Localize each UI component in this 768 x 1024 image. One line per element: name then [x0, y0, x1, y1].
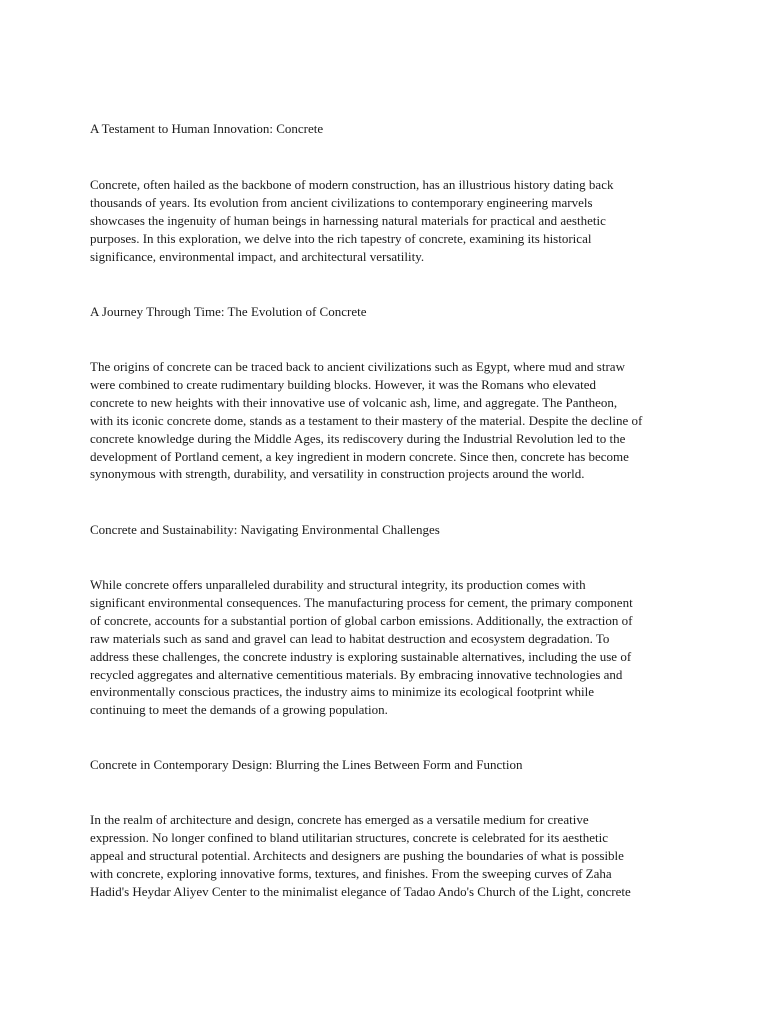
paragraph-line: expression. No longer confined to bland utilitarian structures, concrete is celebrated for its aesthetic [90, 829, 609, 845]
paragraph-line: showcases the ingenuity of human beings in harnessing natural materials for practical and aesthetic [90, 212, 606, 228]
paragraph-line: thousands of years. Its evolution from ancient civilizations to contemporary engineering marvels [90, 194, 593, 210]
paragraph-line: The origins of concrete can be traced back to ancient civilizations such as Egypt, where mud and straw [90, 359, 625, 374]
paragraph-line: development of Portland cement, a key ingredient in modern concrete. Since then, concrete has become [90, 448, 629, 464]
section-heading-sustainability: Concrete and Sustainability: Navigating Environmental Challenges [90, 522, 440, 537]
section-paragraph-evolution [90, 358, 690, 483]
paragraph-line: with concrete, exploring innovative forms, textures, and finishes. From the sweeping curves of Zaha [90, 865, 612, 881]
paragraph-line: concrete to new heights with their innovative use of volcanic ash, lime, and aggregate. The Pantheon, [90, 394, 618, 410]
paragraph-line: purposes. In this exploration, we delve into the rich tapestry of concrete, examining its historical [90, 230, 592, 246]
paragraph-line: In the realm of architecture and design, concrete has emerged as a versatile medium for creative [90, 812, 589, 827]
paragraph-line: appeal and structural potential. Architects and designers are pushing the boundaries of what is possible [90, 847, 624, 863]
paragraph-line: significant environmental consequences. The manufacturing process for cement, the primary component [90, 594, 633, 610]
paragraph-line: recycled aggregates and alternative cementitious materials. By embracing innovative technologies and [90, 666, 623, 682]
paragraph-line: significance, environmental impact, and architectural versatility. [90, 248, 425, 264]
section-heading-evolution: A Journey Through Time: The Evolution of Concrete [90, 304, 367, 319]
paragraph-line: with its iconic concrete dome, stands as a testament to their mastery of the material. Despite the decline of [90, 412, 643, 428]
paragraph-line: Concrete, often hailed as the backbone of modern construction, has an illustrious history dating back [90, 177, 614, 192]
paragraph-line: Hadid's Heydar Aliyev Center to the minimalist elegance of Tadao Ando's Church of the Light, concrete [90, 883, 631, 899]
document-title: A Testament to Human Innovation: Concrete [90, 121, 324, 136]
paragraph-line: synonymous with strength, durability, and versatility in construction projects around the world. [90, 466, 585, 482]
section-heading-design: Concrete in Contemporary Design: Blurring the Lines Between Form and Function [90, 757, 523, 772]
paragraph-line: of concrete, accounts for a substantial portion of global carbon emissions. Additionally, the extraction of [90, 612, 633, 628]
paragraph-line: raw materials such as sand and gravel can lead to habitat destruction and ecosystem degradation. To [90, 630, 610, 646]
section-paragraph-design [90, 811, 690, 901]
paragraph-line: While concrete offers unparalleled durability and structural integrity, its production comes with [90, 577, 586, 592]
paragraph-line: were combined to create rudimentary building blocks. However, it was the Romans who elevated [90, 376, 596, 392]
paragraph-line: continuing to meet the demands of a growing population. [90, 702, 388, 718]
paragraph-line: environmentally conscious practices, the industry aims to minimize its ecological footprint while [90, 684, 594, 700]
paragraph-line: address these challenges, the concrete industry is exploring sustainable alternatives, including the use of [90, 648, 632, 664]
paragraph-line: concrete knowledge during the Middle Ages, its rediscovery during the Industrial Revolution led to the [90, 430, 626, 446]
section-paragraph-sustainability [90, 576, 690, 719]
intro-paragraph [90, 176, 690, 266]
